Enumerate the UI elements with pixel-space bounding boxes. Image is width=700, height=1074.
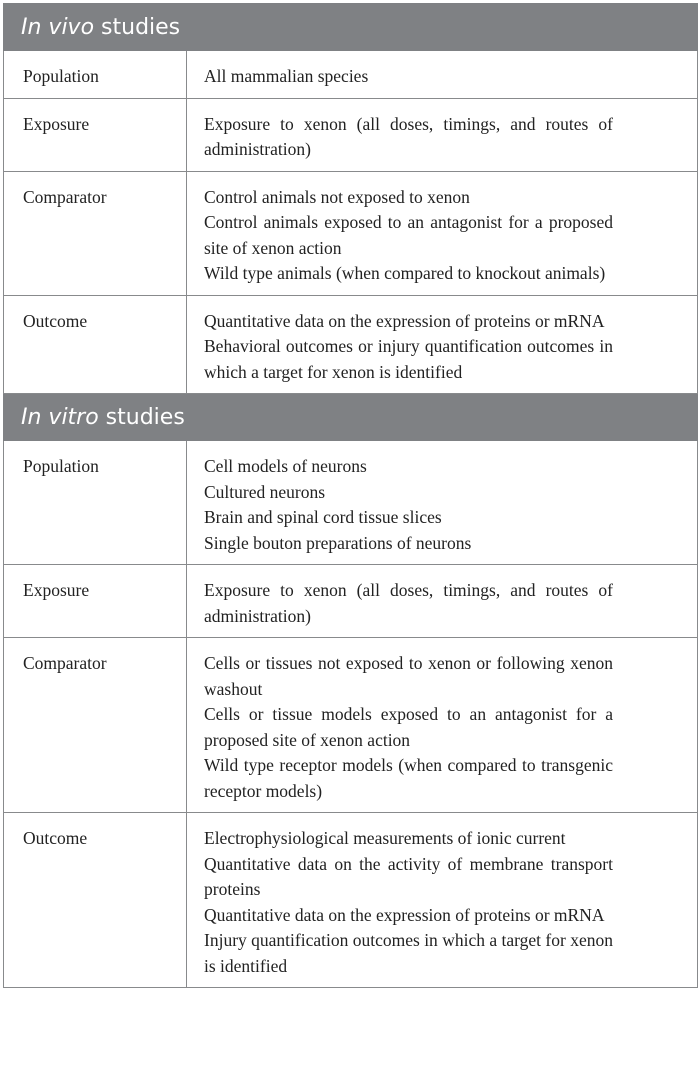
table-row-in-vivo-comparator [4,171,698,295]
row-label: Population [4,441,187,565]
value-line: Wild type animals (when compared to knockout animals) [204,263,606,283]
section-title-italic: In vivo [21,14,95,40]
value-line: Electrophysiological measurements of ionic current [204,828,566,848]
row-label: Comparator [4,638,187,813]
row-value [187,441,698,565]
value-line: Cell models of neurons [204,456,367,476]
criteria-table [3,3,698,988]
value-line: Quantitative data on the activity of membrane transport proteins [204,853,613,899]
row-value [187,171,698,295]
section-title [4,4,698,51]
value-line: Wild type receptor models (when compared to transgenic receptor models) [204,755,613,801]
table-row-in-vitro-comparator [4,638,698,813]
value-line: Injury quantification outcomes in which a target for xenon is identified [204,930,613,976]
value-line: Exposure to xenon (all doses, timings, and routes of administration) [204,580,613,626]
table-row-in-vitro-exposure [4,565,698,638]
row-value [187,638,698,813]
value-line: Control animals not exposed to xenon [204,186,470,207]
row-label: Outcome [4,295,187,394]
section-title-rest: studies [94,14,181,40]
table-row-in-vivo-exposure [4,98,698,171]
section-title-rest: studies [98,404,185,430]
value-line: Cultured neurons [204,481,326,502]
table-row-in-vitro-outcome [4,813,698,988]
row-label: Population [4,51,187,99]
value-line: Cells or tissues not exposed to xenon or following xenon washout [204,653,613,699]
row-value [187,51,698,99]
row-value [187,98,698,171]
row-value [187,813,698,988]
value-line: Single bouton preparations of neurons [204,532,472,553]
section-header-in-vivo [4,4,698,51]
section-title-italic: In vitro [21,404,99,430]
row-value [187,565,698,638]
table-row-in-vivo-population [4,51,698,99]
table-row-in-vivo-outcome [4,295,698,394]
value-line: Behavioral outcomes or injury quantification outcomes in which a target for xenon is identified [204,336,613,382]
row-value [187,295,698,394]
section-title [4,394,698,441]
value-line: Quantitative data on the expression of proteins or mRNA [204,904,605,925]
row-label: Outcome [4,813,187,988]
table-row-in-vitro-population [4,441,698,565]
row-label: Exposure [4,98,187,171]
value-line: Cells or tissue models exposed to an antagonist for a proposed site of xenon action [204,704,613,750]
value-line: Exposure to xenon (all doses, timings, and routes of administration) [204,113,613,159]
section-header-in-vitro [4,394,698,441]
value-line: Quantitative data on the expression of proteins or mRNA [204,310,605,331]
value-line: Control animals exposed to an antagonist for a proposed site of xenon action [204,212,613,258]
value-line: Brain and spinal cord tissue slices [204,507,442,527]
row-label: Comparator [4,171,187,295]
row-label: Exposure [4,565,187,638]
value-line: All mammalian species [204,66,369,86]
